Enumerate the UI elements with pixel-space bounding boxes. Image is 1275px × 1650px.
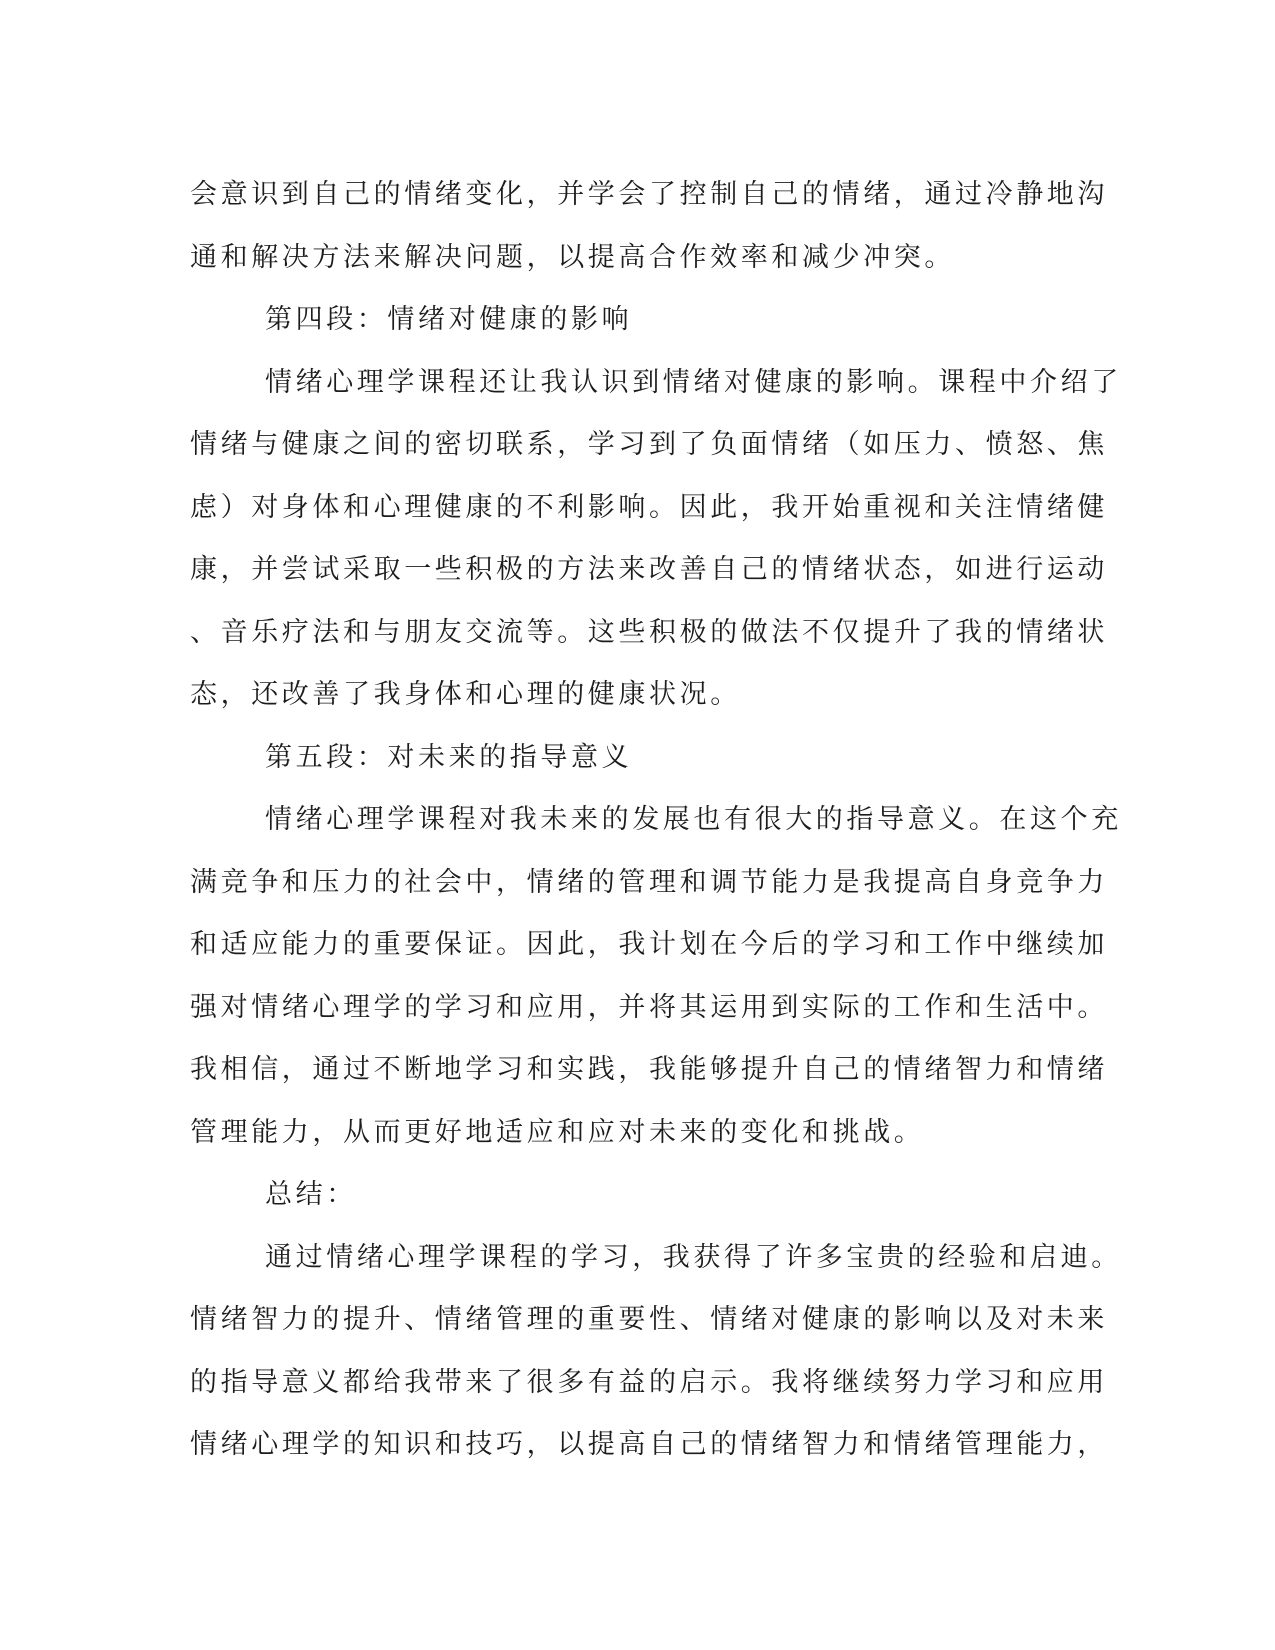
section-5-paragraph: [190, 789, 1122, 1164]
summary-heading: 总结：: [265, 1179, 357, 1210]
summary-paragraph: [190, 1227, 1122, 1477]
section-5-heading: 第五段：对未来的指导意义: [265, 741, 633, 773]
section-4-paragraph: [190, 352, 1122, 727]
text-line: 情绪心理学课程还让我认识到情绪对健康的影响。课程中介绍了: [265, 366, 1122, 398]
text-line: 情绪心理学的知识和技巧，以提高自己的情绪智力和情绪管理能力，: [190, 1429, 1108, 1460]
text-line: 的指导意义都给我带来了很多有益的启示。我将继续努力学习和应用: [190, 1366, 1108, 1398]
text-line: 我相信，通过不断地学习和实践，我能够提升自己的情绪智力和情绪: [190, 1054, 1108, 1085]
text-line: 满竞争和压力的社会中，情绪的管理和调节能力是我提高自身竞争力: [190, 866, 1108, 898]
text-line: 情绪心理学课程对我未来的发展也有很大的指导意义。在这个充: [265, 804, 1122, 835]
text-line: 情绪与健康之间的密切联系，学习到了负面情绪（如压力、愤怒、焦: [190, 429, 1108, 460]
text-line: 康，并尝试采取一些积极的方法来改善自己的情绪状态，如进行运动: [190, 554, 1108, 585]
text-line: 强对情绪心理学的学习和应用，并将其运用到实际的工作和生活中。: [190, 991, 1108, 1023]
text-line: 情绪智力的提升、情绪管理的重要性、情绪对健康的影响以及对未来: [190, 1304, 1108, 1335]
text-line: 通和解决方法来解决问题，以提高合作效率和减少冲突。: [190, 241, 955, 273]
document-body: [190, 164, 1122, 1477]
text-line: 和适应能力的重要保证。因此，我计划在今后的学习和工作中继续加: [190, 929, 1108, 960]
text-line: 虑）对身体和心理健康的不利影响。因此，我开始重视和关注情绪健: [190, 491, 1108, 523]
text-line: 管理能力，从而更好地适应和应对未来的变化和挑战。: [190, 1116, 925, 1148]
continuation-paragraph: [190, 164, 1108, 289]
text-line: 会意识到自己的情绪变化，并学会了控制自己的情绪，通过冷静地沟: [190, 179, 1108, 210]
section-4-heading: 第四段：情绪对健康的影响: [265, 304, 633, 335]
text-line: 态，还改善了我身体和心理的健康状况。: [190, 679, 741, 710]
text-line: 、音乐疗法和与朋友交流等。这些积极的做法不仅提升了我的情绪状: [190, 616, 1108, 648]
text-line: 通过情绪心理学课程的学习，我获得了许多宝贵的经验和启迪。: [265, 1241, 1122, 1273]
